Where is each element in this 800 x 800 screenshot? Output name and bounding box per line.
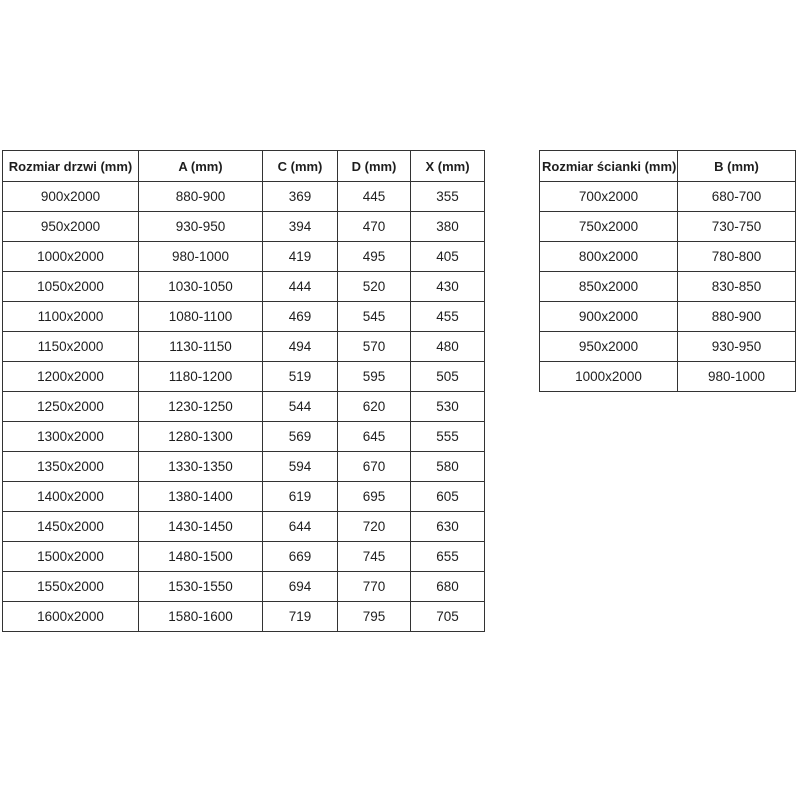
door-size-table bbox=[2, 150, 485, 632]
table-cell: 745 bbox=[338, 542, 411, 572]
table-cell: 900x2000 bbox=[540, 302, 678, 332]
table-cell: 1500x2000 bbox=[3, 542, 139, 572]
table-row bbox=[3, 212, 485, 242]
table-cell: 1180-1200 bbox=[139, 362, 263, 392]
table-cell: 1150x2000 bbox=[3, 332, 139, 362]
table-cell: 680 bbox=[411, 572, 485, 602]
table-row bbox=[3, 542, 485, 572]
table-header-cell: B (mm) bbox=[678, 151, 796, 182]
table-cell: 1080-1100 bbox=[139, 302, 263, 332]
table-header-cell: Rozmiar drzwi (mm) bbox=[3, 151, 139, 182]
table-header-row bbox=[3, 151, 485, 182]
table-cell: 670 bbox=[338, 452, 411, 482]
table-cell: 505 bbox=[411, 362, 485, 392]
table-cell: 644 bbox=[263, 512, 338, 542]
table-cell: 494 bbox=[263, 332, 338, 362]
table-cell: 619 bbox=[263, 482, 338, 512]
table-cell: 545 bbox=[338, 302, 411, 332]
table-cell: 1530-1550 bbox=[139, 572, 263, 602]
table-row bbox=[3, 452, 485, 482]
table-cell: 595 bbox=[338, 362, 411, 392]
table-cell: 394 bbox=[263, 212, 338, 242]
table-row bbox=[3, 242, 485, 272]
table-cell: 495 bbox=[338, 242, 411, 272]
table-header-cell: C (mm) bbox=[263, 151, 338, 182]
table-cell: 705 bbox=[411, 602, 485, 632]
table-header-cell: Rozmiar ścianki (mm) bbox=[540, 151, 678, 182]
table-row bbox=[540, 362, 796, 392]
table-cell: 470 bbox=[338, 212, 411, 242]
table-cell: 1550x2000 bbox=[3, 572, 139, 602]
table-cell: 680-700 bbox=[678, 182, 796, 212]
table-row bbox=[540, 212, 796, 242]
table-cell: 655 bbox=[411, 542, 485, 572]
table-cell: 520 bbox=[338, 272, 411, 302]
table-cell: 1430-1450 bbox=[139, 512, 263, 542]
table-cell: 519 bbox=[263, 362, 338, 392]
table-cell: 1130-1150 bbox=[139, 332, 263, 362]
table-cell: 1580-1600 bbox=[139, 602, 263, 632]
table-cell: 444 bbox=[263, 272, 338, 302]
table-header-cell: D (mm) bbox=[338, 151, 411, 182]
table-cell: 1450x2000 bbox=[3, 512, 139, 542]
table-row bbox=[3, 302, 485, 332]
table-cell: 1330-1350 bbox=[139, 452, 263, 482]
table-cell: 770 bbox=[338, 572, 411, 602]
table-row bbox=[540, 272, 796, 302]
table-cell: 544 bbox=[263, 392, 338, 422]
table-cell: 1600x2000 bbox=[3, 602, 139, 632]
table-cell: 594 bbox=[263, 452, 338, 482]
table-cell: 700x2000 bbox=[540, 182, 678, 212]
table-cell: 1280-1300 bbox=[139, 422, 263, 452]
table-cell: 1250x2000 bbox=[3, 392, 139, 422]
table-cell: 730-750 bbox=[678, 212, 796, 242]
table-row bbox=[3, 272, 485, 302]
table-row bbox=[3, 332, 485, 362]
table-cell: 669 bbox=[263, 542, 338, 572]
table-cell: 480 bbox=[411, 332, 485, 362]
wall-size-table bbox=[539, 150, 796, 392]
table-header-cell: A (mm) bbox=[139, 151, 263, 182]
table-cell: 1050x2000 bbox=[3, 272, 139, 302]
table-cell: 469 bbox=[263, 302, 338, 332]
table-cell: 419 bbox=[263, 242, 338, 272]
table-cell: 355 bbox=[411, 182, 485, 212]
table-cell: 980-1000 bbox=[678, 362, 796, 392]
table-row bbox=[3, 482, 485, 512]
table-cell: 930-950 bbox=[678, 332, 796, 362]
table-cell: 445 bbox=[338, 182, 411, 212]
table-cell: 645 bbox=[338, 422, 411, 452]
table-row bbox=[3, 602, 485, 632]
table-row bbox=[540, 302, 796, 332]
table-cell: 605 bbox=[411, 482, 485, 512]
table-cell: 630 bbox=[411, 512, 485, 542]
table-cell: 405 bbox=[411, 242, 485, 272]
table-cell: 1000x2000 bbox=[540, 362, 678, 392]
table-cell: 555 bbox=[411, 422, 485, 452]
table-cell: 455 bbox=[411, 302, 485, 332]
table-row bbox=[540, 182, 796, 212]
table-cell: 980-1000 bbox=[139, 242, 263, 272]
table-cell: 530 bbox=[411, 392, 485, 422]
table-cell: 569 bbox=[263, 422, 338, 452]
table-row bbox=[3, 422, 485, 452]
table-row bbox=[540, 332, 796, 362]
table-cell: 1030-1050 bbox=[139, 272, 263, 302]
table-cell: 430 bbox=[411, 272, 485, 302]
table-cell: 380 bbox=[411, 212, 485, 242]
table-cell: 950x2000 bbox=[540, 332, 678, 362]
table-cell: 1480-1500 bbox=[139, 542, 263, 572]
table-cell: 1230-1250 bbox=[139, 392, 263, 422]
table-row bbox=[3, 572, 485, 602]
table-row bbox=[3, 512, 485, 542]
table-row bbox=[3, 392, 485, 422]
table-cell: 1200x2000 bbox=[3, 362, 139, 392]
table-cell: 880-900 bbox=[678, 302, 796, 332]
table-cell: 780-800 bbox=[678, 242, 796, 272]
table-cell: 950x2000 bbox=[3, 212, 139, 242]
table-cell: 719 bbox=[263, 602, 338, 632]
table-cell: 900x2000 bbox=[3, 182, 139, 212]
table-cell: 570 bbox=[338, 332, 411, 362]
table-cell: 620 bbox=[338, 392, 411, 422]
table-cell: 850x2000 bbox=[540, 272, 678, 302]
table-cell: 695 bbox=[338, 482, 411, 512]
table-row bbox=[3, 182, 485, 212]
table-cell: 800x2000 bbox=[540, 242, 678, 272]
table-cell: 720 bbox=[338, 512, 411, 542]
table-header-cell: X (mm) bbox=[411, 151, 485, 182]
table-row bbox=[540, 242, 796, 272]
table-header-row bbox=[540, 151, 796, 182]
table-cell: 750x2000 bbox=[540, 212, 678, 242]
table-cell: 830-850 bbox=[678, 272, 796, 302]
table-cell: 369 bbox=[263, 182, 338, 212]
table-cell: 880-900 bbox=[139, 182, 263, 212]
table-cell: 1400x2000 bbox=[3, 482, 139, 512]
table-cell: 580 bbox=[411, 452, 485, 482]
table-cell: 694 bbox=[263, 572, 338, 602]
table-cell: 1300x2000 bbox=[3, 422, 139, 452]
table-cell: 1380-1400 bbox=[139, 482, 263, 512]
table-cell: 930-950 bbox=[139, 212, 263, 242]
table-cell: 795 bbox=[338, 602, 411, 632]
table-cell: 1350x2000 bbox=[3, 452, 139, 482]
table-cell: 1000x2000 bbox=[3, 242, 139, 272]
table-row bbox=[3, 362, 485, 392]
table-cell: 1100x2000 bbox=[3, 302, 139, 332]
